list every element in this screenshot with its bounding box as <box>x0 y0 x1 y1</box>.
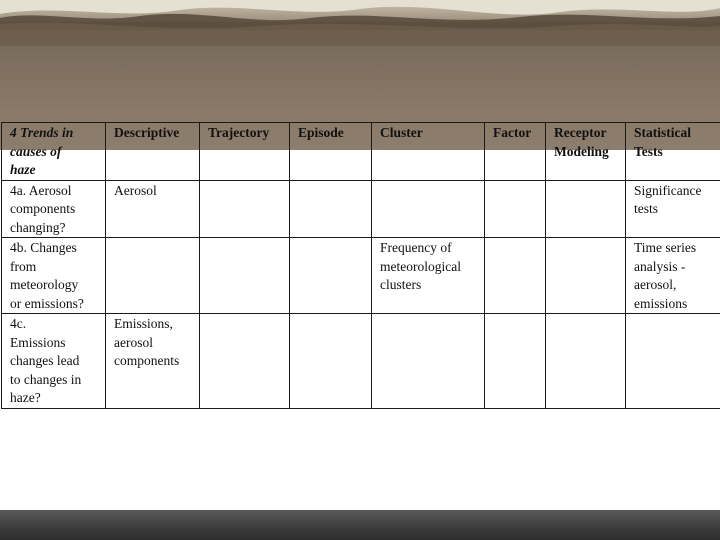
table-cell <box>372 180 485 238</box>
table-cell <box>200 180 290 238</box>
table-cell: Time series analysis - aerosol, emissions <box>626 238 720 314</box>
table-row <box>2 314 720 409</box>
table-cell: Emissions, aerosol components <box>106 314 200 409</box>
analysis-methods-table <box>1 122 720 409</box>
footer-bar <box>0 510 720 540</box>
table-cell: Frequency of meteorological clusters <box>372 238 485 314</box>
table-cell <box>485 314 546 409</box>
header-cell-topic: 4 Trends in causes of haze <box>2 123 106 181</box>
table-cell <box>546 314 626 409</box>
table-cell <box>106 238 200 314</box>
analysis-table-container <box>0 122 720 409</box>
table-cell: 4a. Aerosol components changing? <box>2 180 106 238</box>
table-cell: Aerosol <box>106 180 200 238</box>
table-cell <box>290 238 372 314</box>
header-cell-cluster: Cluster <box>372 123 485 181</box>
header-cell-descriptive: Descriptive <box>106 123 200 181</box>
header-cell-episode: Episode <box>290 123 372 181</box>
table-cell <box>200 238 290 314</box>
table-cell <box>626 314 720 409</box>
table-cell <box>290 180 372 238</box>
table-cell <box>546 180 626 238</box>
table-cell <box>290 314 372 409</box>
table-cell: 4c. Emissions changes lead to changes in haze? <box>2 314 106 409</box>
table-cell: 4b. Changes from meteorology or emissions? <box>2 238 106 314</box>
table-cell <box>546 238 626 314</box>
table-cell <box>200 314 290 409</box>
table-cell: Significance tests <box>626 180 720 238</box>
table-row <box>2 238 720 314</box>
table-cell <box>485 238 546 314</box>
table-row <box>2 180 720 238</box>
table-cell <box>372 314 485 409</box>
header-cell-statistical-tests: Statistical Tests <box>626 123 720 181</box>
header-cell-receptor-modeling: Receptor Modeling <box>546 123 626 181</box>
header-cell-trajectory: Trajectory <box>200 123 290 181</box>
table-header-row <box>2 123 720 181</box>
header-cell-factor: Factor <box>485 123 546 181</box>
table-cell <box>485 180 546 238</box>
